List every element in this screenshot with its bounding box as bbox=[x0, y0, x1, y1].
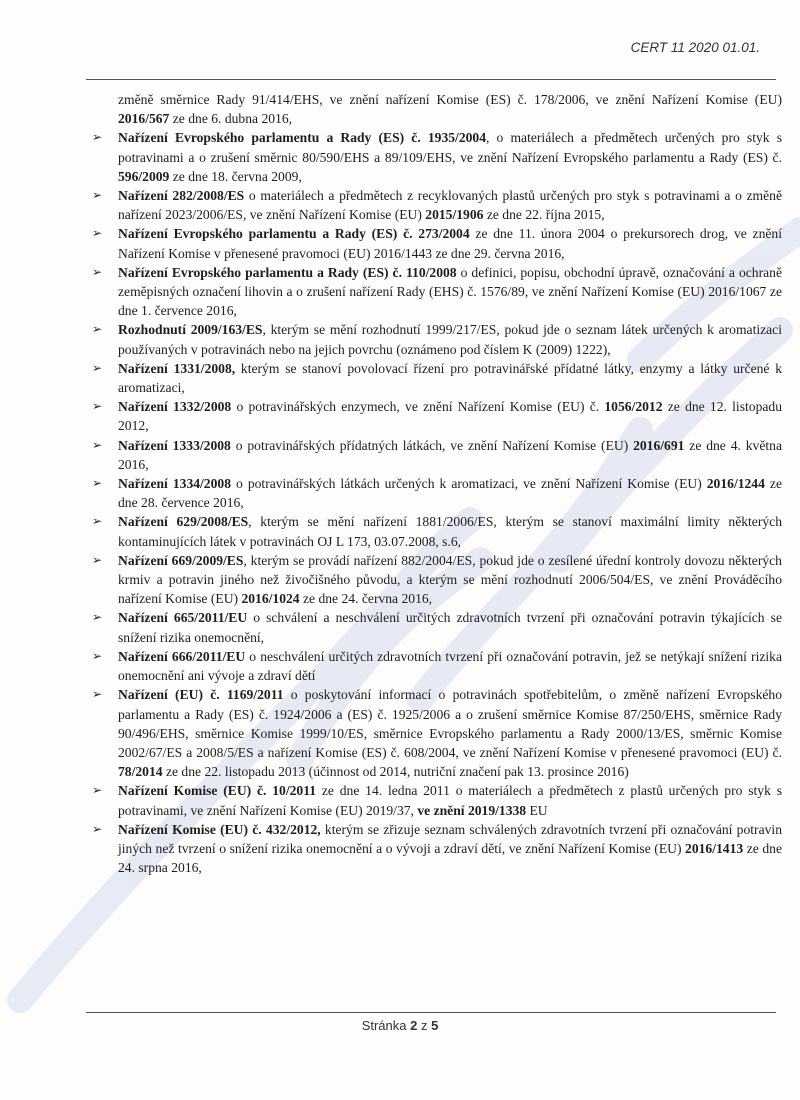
bold-text: Nařízení 1333/2008 bbox=[118, 437, 231, 453]
bold-text: Nařízení Evropského parlamentu a Rady (ES) č. 1935/2004 bbox=[118, 130, 487, 146]
text-run: EU bbox=[526, 802, 548, 818]
regulation-item bbox=[92, 474, 782, 512]
bold-text: 2016/691 bbox=[633, 437, 685, 453]
text-run: ze dne 4. května 2016, bbox=[118, 437, 782, 472]
text-run: ze dne 22. listopadu 2013 (účinnost od 2014, nutriční značení pak 13. prosince 2016) bbox=[162, 764, 629, 780]
text-run: kterým se stanoví povolovací řízení pro potravinářské přídatné látky, enzymy a látky určené k aromatizaci, bbox=[118, 360, 782, 396]
arrow-bullet-icon: ➢ bbox=[92, 226, 103, 241]
arrow-bullet-icon: ➢ bbox=[92, 783, 103, 798]
bold-text: Nařízení 665/2011/EU bbox=[118, 610, 248, 626]
arrow-bullet-icon: ➢ bbox=[92, 821, 103, 836]
regulation-list bbox=[92, 128, 783, 877]
text-run: o definici, popisu, obchodní úpravě, označování a ochraně zeměpisných označení lihovin a o zrušení nařízení Rady (EHS) č. 1576/89, ve znění Nařízení Komise (EU) 2016/1067 ze dne 1. července 2016, bbox=[118, 264, 782, 319]
regulation-item bbox=[92, 647, 783, 685]
bold-text: Rozhodnutí 2009/163/ES bbox=[118, 322, 263, 338]
regulation-item bbox=[92, 128, 782, 186]
text-run: , o materiálech a předmětech určených pro styk s potravinami a o zrušení směrnic 80/590/EHS a 89/109/EHS, ve znění Nařízení Evropského parlamentu a Rady (ES) č. bbox=[118, 130, 782, 165]
bold-text: 2015/1906 bbox=[425, 207, 484, 223]
regulation-item bbox=[92, 781, 782, 819]
arrow-bullet-icon: ➢ bbox=[92, 264, 103, 279]
bold-text: Nařízení Evropského parlamentu a Rady (ES) č. 273/2004 bbox=[118, 226, 470, 242]
bold-text: 2016/1244 bbox=[706, 476, 765, 492]
arrow-bullet-icon: ➢ bbox=[92, 476, 103, 491]
arrow-bullet-icon: ➢ bbox=[92, 437, 103, 452]
text-run: ze dne 11. února 2004 o prekursorech drog, ve znění Nařízení Komise v přenesené pravomoci (EU) 2016/1443 ze dne 29. června 2016, bbox=[118, 226, 782, 261]
text-run: ze dne 22. října 2015, bbox=[483, 207, 605, 223]
text-run: , kterým se mění nařízení 1881/2006/ES, kterým se stanoví maximální limity některých kontaminujících látek v potravinách OJ L 173, 03.07.2008, s.6, bbox=[118, 514, 782, 549]
regulation-item bbox=[92, 397, 782, 435]
arrow-bullet-icon: ➢ bbox=[92, 648, 103, 663]
text-run: ze dne 14. ledna 2011 o materiálech a předmětech z plastů určených pro styk s potravinami, ve znění Nařízení Komise (EU) 2019/37, bbox=[118, 783, 782, 818]
text-run: ze dne 6. dubna 2016, bbox=[169, 111, 293, 127]
regulation-item bbox=[92, 224, 782, 262]
regulation-item bbox=[92, 551, 782, 609]
bold-text: Nařízení 1331/2008, bbox=[118, 360, 236, 376]
bold-text: Nařízení 1332/2008 bbox=[118, 399, 232, 415]
bold-text: 2016/567 bbox=[118, 111, 170, 127]
text-run: o materiálech a předmětech z recyklovaných plastů určených pro styk s potravinami a o změně nařízení 2023/2006/ES, ve znění Nařízení Komise (EU) bbox=[118, 188, 782, 223]
text-run: ze dne 24. srpna 2016, bbox=[118, 840, 782, 876]
header-divider bbox=[86, 79, 776, 80]
page-label: Stránka bbox=[361, 1018, 411, 1033]
regulation-item bbox=[92, 685, 783, 781]
text-run: kterým se zřizuje seznam schválených zdravotních tvrzení při označování potravin jiných než tvrzení o snížení rizika onemocnění a o vývoji a zdraví dětí, ve znění Nařízení Komise (EU) bbox=[118, 821, 782, 856]
text-run: o potravinářských enzymech, ve znění Nařízení Komise (EU) č. bbox=[231, 399, 605, 415]
bold-text: Nařízení Komise (EU) č. 10/2011 bbox=[118, 783, 317, 799]
text-run: o poskytování informací o potravinách spotřebitelům, o změně nařízení Evropského parlamentu a Rady (ES) č. 1924/2006 a (ES) č. 1925/2006 a o zrušení směrnice Komise 87/250/EHS, směrnice Rady 90/496/EHS, směrnice Komise 1999/10/ES, směrnice Evropského parlamentu a Rady 2000/13/ES, směrnic Komise 2002/67/ES a 2008/5/ES a nařízení Komise (ES) č. 608/2004, ve znění Nařízení Komise v přenesené pravomoci (EU) č. bbox=[118, 687, 783, 760]
arrow-bullet-icon: ➢ bbox=[92, 552, 103, 567]
bold-text: Nařízení 282/2008/ES bbox=[118, 188, 245, 204]
page-separator: z bbox=[417, 1018, 432, 1033]
bold-text: ve znění 2019/1338 bbox=[417, 802, 527, 818]
document-body bbox=[92, 90, 783, 877]
text-run: o schválení a neschválení určitých zdravotních tvrzení při označování potravin týkajících se snížení rizika onemocnění, bbox=[118, 610, 782, 645]
bold-text: Nařízení 1334/2008 bbox=[118, 476, 231, 492]
regulation-item bbox=[92, 320, 782, 358]
footer-divider bbox=[86, 1012, 776, 1013]
arrow-bullet-icon: ➢ bbox=[92, 188, 103, 203]
total-pages: 5 bbox=[431, 1018, 439, 1033]
bold-text: 1056/2012 bbox=[604, 399, 663, 415]
bold-text: Nařízení 666/2011/EU bbox=[118, 648, 246, 664]
bold-text: Nařízení (EU) č. 1169/2011 bbox=[118, 687, 284, 703]
bold-text: Nařízení Evropského parlamentu a Rady (ES) č. 110/2008 bbox=[118, 264, 457, 280]
text-run: o potravinářských přídatných látkách, ve znění Nařízení Komise (EU) bbox=[230, 437, 634, 453]
page-number bbox=[0, 1018, 800, 1033]
arrow-bullet-icon: ➢ bbox=[92, 610, 103, 625]
arrow-bullet-icon: ➢ bbox=[92, 130, 103, 145]
regulation-item bbox=[92, 186, 782, 224]
lead-paragraph bbox=[118, 90, 782, 128]
arrow-bullet-icon: ➢ bbox=[92, 360, 103, 375]
text-run: ze dne 28. července 2016, bbox=[118, 476, 782, 511]
text-run: o neschválení určitých zdravotních tvrzení při označování potravin, jež se netýkají snížení rizika onemocnění ani vývoje a zdraví dětí bbox=[118, 648, 783, 684]
regulation-item bbox=[92, 359, 782, 397]
current-page: 2 bbox=[410, 1018, 418, 1033]
bold-text: 596/2009 bbox=[118, 168, 170, 184]
text-run: ze dne 18. června 2009, bbox=[169, 168, 302, 184]
bold-text: 78/2014 bbox=[118, 764, 163, 780]
arrow-bullet-icon: ➢ bbox=[92, 514, 103, 529]
bold-text: 2016/1024 bbox=[241, 591, 300, 607]
text-run: změně směrnice Rady 91/414/EHS, ve znění nařízení Komise (ES) č. 178/2006, ve znění Nařízení Komise (EU) bbox=[118, 92, 782, 107]
text-run: ze dne 12. listopadu 2012, bbox=[118, 399, 782, 434]
bold-text: Nařízení Komise (EU) č. 432/2012, bbox=[118, 821, 321, 837]
text-run: , kterým se provádí nařízení 882/2004/ES, pokud jde o zesílené úřední kontroly dovozu některých krmiv a potravin jiného než živočišného původu, a kterým se mění rozhodnutí 2006/504/ES, ve znění Prováděcího nařízení Komise (EU) bbox=[118, 552, 782, 607]
bold-text: Nařízení 669/2009/ES bbox=[118, 552, 244, 568]
regulation-item bbox=[92, 820, 782, 878]
text-run: o potravinářských látkách určených k aromatizaci, ve znění Nařízení Komise (EU) bbox=[231, 476, 707, 492]
bold-text: Nařízení 629/2008/ES bbox=[118, 514, 249, 530]
regulation-item bbox=[92, 263, 782, 321]
arrow-bullet-icon: ➢ bbox=[92, 399, 103, 414]
bold-text: 2016/1413 bbox=[685, 840, 744, 856]
regulation-item bbox=[92, 436, 782, 474]
arrow-bullet-icon: ➢ bbox=[92, 322, 103, 337]
regulation-item bbox=[92, 512, 782, 550]
text-run: , kterým se mění rozhodnutí 1999/217/ES, pokud jde o seznam látek určených k aromatizaci používaných v potravinách nebo na jejich povrchu (oznámeno pod číslem K (2009) 1222), bbox=[118, 322, 782, 357]
document-code: CERT 11 2020 01.01. bbox=[630, 40, 760, 55]
text-run: ze dne 24. června 2016, bbox=[299, 591, 433, 607]
regulation-item bbox=[92, 608, 782, 646]
arrow-bullet-icon: ➢ bbox=[92, 687, 103, 702]
